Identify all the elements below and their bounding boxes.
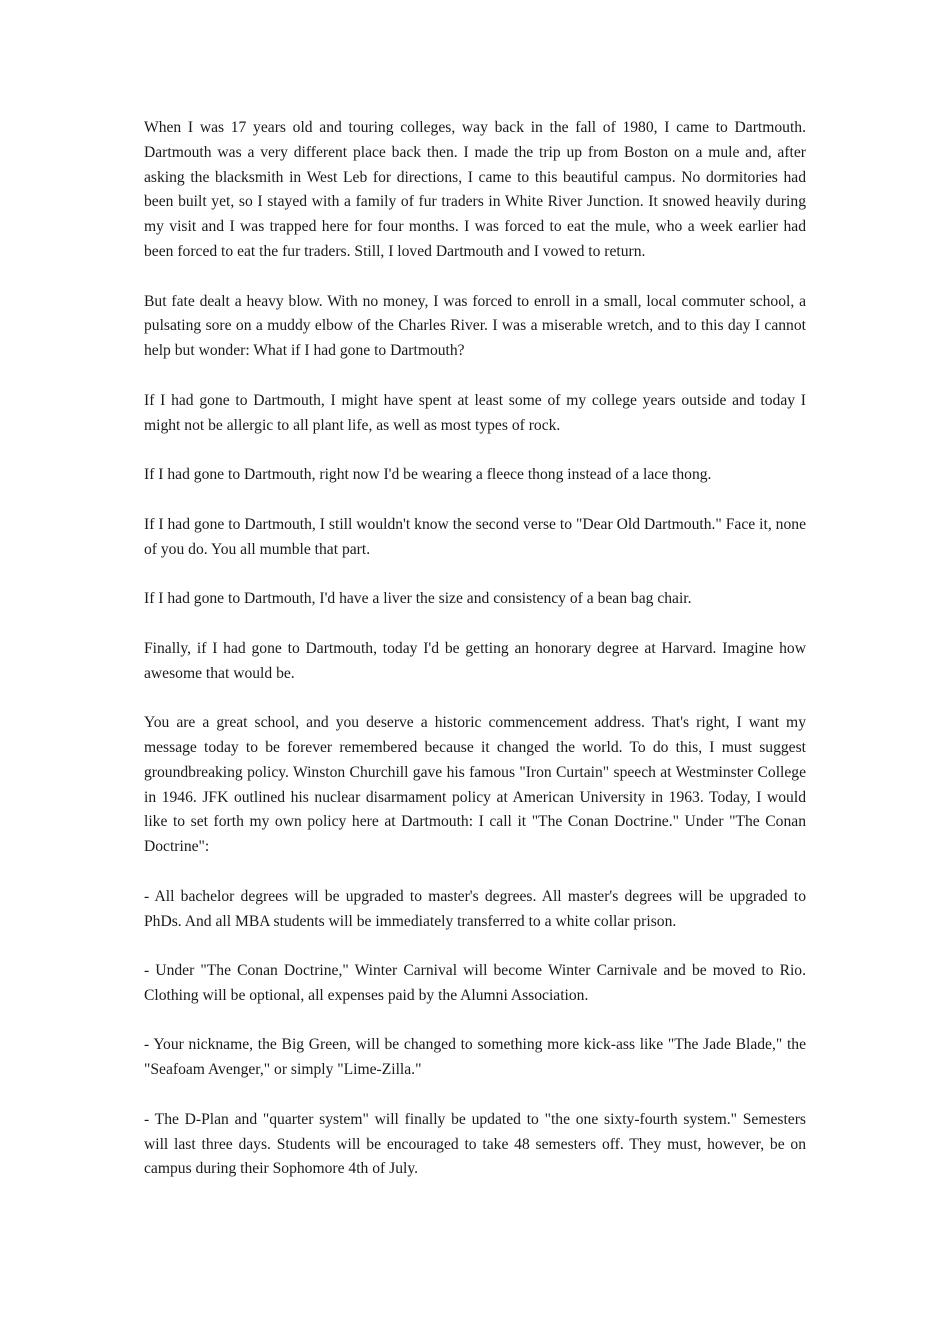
paragraph-nickname: - Your nickname, the Big Green, will be changed to something more kick-ass like "The Jade Blade," the "Seafoam Avenger," or simply "Lime-Zilla."	[144, 1036, 806, 1079]
paragraph-carnival: - Under "The Conan Doctrine," Winter Carnival will become Winter Carnivale and be moved to Rio. Clothing will be optional, all expenses paid by the Alumni Association.	[144, 962, 806, 1004]
paragraph-degrees: - All bachelor degrees will be upgraded to master's degrees. All master's degrees will be upgraded to PhDs. And all MBA students will be immediately transferred to a white collar prison.	[144, 887, 806, 930]
document-body	[144, 116, 806, 1182]
paragraph-liver: If I had gone to Dartmouth, I'd have a liver the size and consistency of a bean bag chair.	[144, 590, 692, 608]
paragraph-visit: When I was 17 years old and touring colleges, way back in the fall of 1980, I came to Dartmouth. Dartmouth was a very different place back then. I made the trip up from Boston on a mule and, after asking the blacksmith in West Leb for directions, I came to this beautiful campus. No dormitories had been built yet, so I stayed with a family of fur traders in White River Junction. It snowed heavily during my visit and I was trapped here for four months. I was forced to eat the mule, who a week earlier had been forced to eat the fur traders. Still, I loved Dartmouth and I vowed to return.	[144, 119, 806, 260]
paragraph-dplan: - The D-Plan and "quarter system" will finally be updated to "the one sixty-fourth system." Semesters will last three days. Students will be encouraged to take 48 semesters off. They must, however, be on campus during their Sophomore 4th of July.	[144, 1110, 806, 1178]
paragraph-harvard: Finally, if I had gone to Dartmouth, today I'd be getting an honorary degree at Harvard. Imagine how awesome that would be.	[144, 639, 806, 682]
paragraph-fate: But fate dealt a heavy blow. With no money, I was forced to enroll in a small, local commuter school, a pulsating sore on a muddy elbow of the Charles River. I was a miserable wretch, and to this day I cannot help but wonder: What if I had gone to Dartmouth?	[144, 292, 806, 360]
paragraph-fleece: If I had gone to Dartmouth, right now I'd be wearing a fleece thong instead of a lace thong.	[144, 466, 712, 484]
paragraph-outside: If I had gone to Dartmouth, I might have spent at least some of my college years outside and today I might not be allergic to all plant life, as well as most types of rock.	[144, 391, 806, 434]
paragraph-doctrine-intro: You are a great school, and you deserve a historic commencement address. That's right, I want my message today to be forever remembered because it changed the world. To do this, I must suggest groundbreaking policy. Winston Churchill gave his famous "Iron Curtain" speech at Westminster College in 1946. JFK outlined his nuclear disarmament policy at American University in 1963. Today, I would like to set forth my own policy here at Dartmouth: I call it "The Conan Doctrine." Under "The Conan Doctrine":	[144, 714, 806, 856]
paragraph-verse: If I had gone to Dartmouth, I still wouldn't know the second verse to "Dear Old Dartmouth." Face it, none of you do. You all mumble that part.	[144, 515, 806, 558]
